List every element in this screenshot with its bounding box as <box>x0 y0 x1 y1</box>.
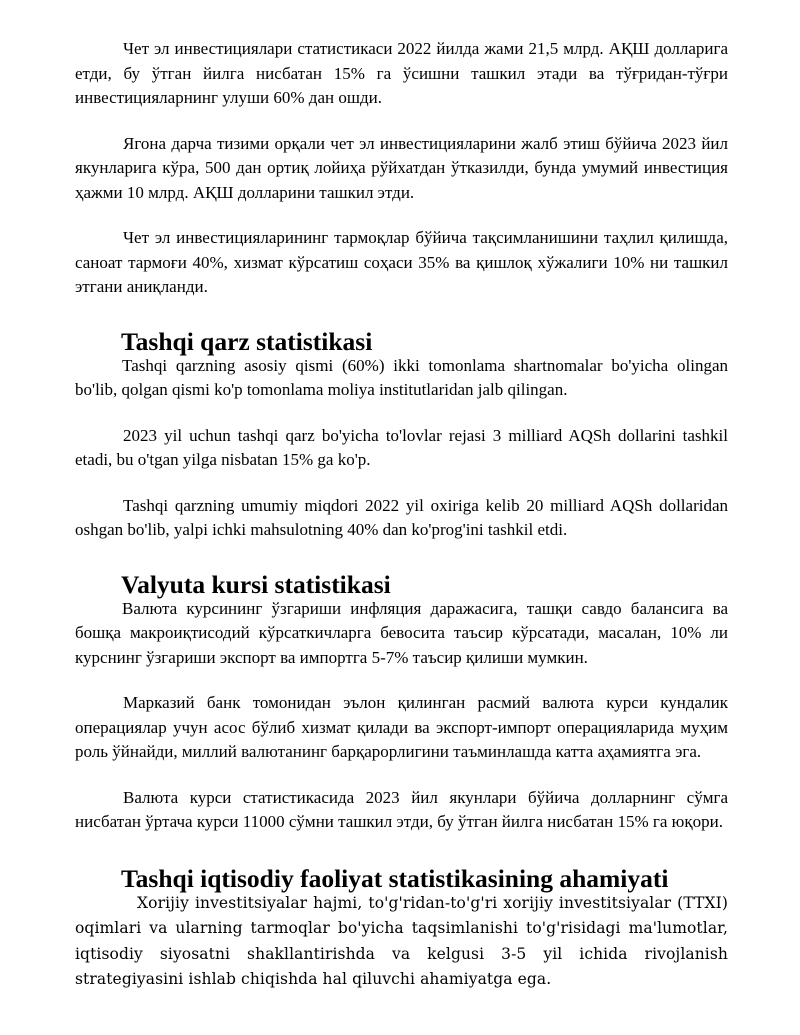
paragraph-sector-distribution: Чет эл инвестицияларининг тармоқлар бўйича тақсимланишини таҳлил қилишда, саноат тармоғи 40%, хизмат кўрсатиш соҳаси 35% ва қишлоқ хўжалиги 10% ни ташкил этгани аниқланди. <box>75 228 728 296</box>
paragraph-fdi-total: Чет эл инвестициялари статистикаси 2022 йилда жами 21,5 млрд. АҚШ долларига етди, бу ўтган йилга нисбатан 15% га ўсишни ташкил этади ва тўғридан-тўғри инвестицияларнинг улуши 60% дан ошди. <box>75 39 728 107</box>
paragraph-rate-impact: Валюта курсининг ўзгариши инфляция даражасига, ташқи савдо балансига ва бошқа макроиқтисодий кўрсаткичларга бевосита таъсир кўрсатади, масалан, 10% ли курснинг ўзгариши экспорт ва импортга 5-7% таъсир қилиши мумкин. <box>75 598 728 667</box>
heading-external-debt: Tashqi qarz statistikasi <box>121 326 373 356</box>
paragraph-single-window: Ягона дарча тизими орқали чет эл инвестицияларини жалб этиш бўйича 2023 йил якунларига кўра, 500 дан ортиқ лойиҳа рўйхатдан ўтказилди, бунда умумий инвестиция ҳажми 10 млрд. АҚШ долларини ташкил этди. <box>75 133 728 202</box>
paragraph-debt-total: Tashqi qarzning umumiy miqdori 2022 yil oxiriga kelib 20 milliard AQSh dollaridan oshgan bo'lib, yalpi ichki mahsulotning 40% dan ko'prog'ini tashkil etdi. <box>75 495 728 539</box>
heading-exchange-rate: Valyuta kursi statistikasi <box>121 569 391 599</box>
paragraph-importance: Xorijiy investitsiyalar hajmi, to'g'ridan-to'g'ri xorijiy investitsiyalar (TTXI) oqimlari va ularning tarmoqlar bo'yicha taqsimlanishi to'g'risidagi ma'lumotlar, iqtisodiy siyosatni shakllantirishda va kelgusi 3-5 yil ichida rivojlanish strategiyasini ishlab chiqishda hal qiluvchi ahamiyatga ega. <box>75 893 728 988</box>
heading-importance: Tashqi iqtisodiy faoliyat statistikasining ahamiyati <box>121 863 669 893</box>
paragraph-central-bank-rate: Марказий банк томонидан эълон қилинган расмий валюта курси кундалик операциялар учун асос бўлиб хизмат қилади ва экспорт-импорт операцияларида муҳим роль ўйнайди, миллий валютанинг барқарорлигини таъминлашда катта аҳамиятга эга. <box>75 693 728 761</box>
paragraph-debt-structure: Tashqi qarzning asosiy qismi (60%) ikki tomonlama shartnomalar bo'yicha olingan bo'lib, qolgan qismi ko'p tomonlama moliya institutlaridan jalb qilingan. <box>75 355 728 399</box>
paragraph-debt-payments: 2023 yil uchun tashqi qarz bo'yicha to'lovlar rejasi 3 milliard AQSh dollarini tashkil etadi, bu o'tgan yilga nisbatan 15% ga ko'p. <box>75 425 728 469</box>
paragraph-average-rate: Валюта курси статистикасида 2023 йил якунлари бўйича долларнинг сўмга нисбатан ўртача курси 11000 сўмни ташкил этди, бу ўтган йилга нисбатан 15% га юқори. <box>75 787 728 831</box>
